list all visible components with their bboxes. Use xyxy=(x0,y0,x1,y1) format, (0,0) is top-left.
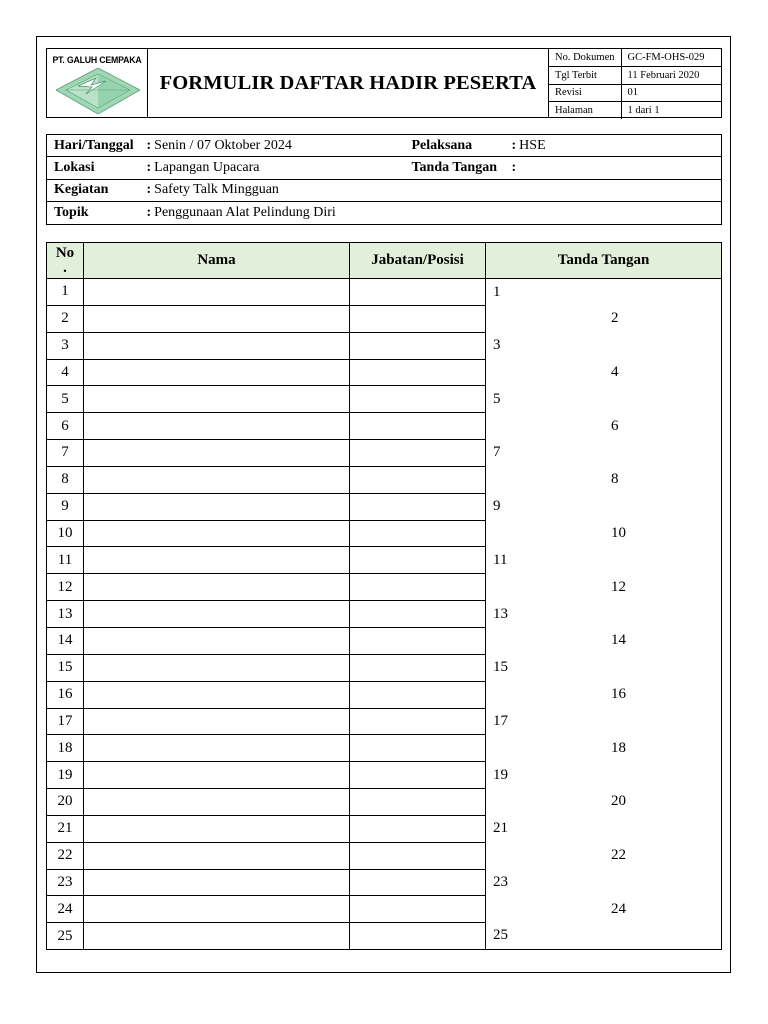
position-cell[interactable] xyxy=(350,520,486,547)
company-name: PT. GALUH CEMPAKA xyxy=(52,55,142,66)
info-value: : Lapangan Upacara xyxy=(147,157,412,179)
position-cell[interactable] xyxy=(350,842,486,869)
position-cell[interactable] xyxy=(350,386,486,413)
position-cell[interactable] xyxy=(350,789,486,816)
attendance-header-row xyxy=(47,243,722,279)
signature-cell[interactable] xyxy=(486,762,722,789)
signature-number: 1 xyxy=(493,283,501,300)
table-row xyxy=(47,493,722,520)
table-row xyxy=(47,547,722,574)
column-header-signature: Tanda Tangan xyxy=(486,243,722,279)
table-row xyxy=(47,815,722,842)
name-cell[interactable] xyxy=(84,869,350,896)
table-row xyxy=(47,654,722,681)
info-label: Topik xyxy=(47,202,147,224)
table-row xyxy=(47,413,722,440)
name-cell[interactable] xyxy=(84,923,350,950)
name-cell[interactable] xyxy=(84,708,350,735)
position-cell[interactable] xyxy=(350,413,486,440)
doc-meta-value: GC-FM-OHS-029 xyxy=(621,49,721,67)
row-number: 16 xyxy=(47,681,84,708)
row-number: 2 xyxy=(47,305,84,332)
row-number: 24 xyxy=(47,896,84,923)
table-row xyxy=(47,869,722,896)
company-logo xyxy=(47,49,148,117)
info-label: Kegiatan xyxy=(47,179,147,201)
name-cell[interactable] xyxy=(84,735,350,762)
table-row xyxy=(47,762,722,789)
signature-cell[interactable] xyxy=(486,305,722,332)
row-number: 8 xyxy=(47,466,84,493)
column-header-name: Nama xyxy=(84,243,350,279)
signature-cell[interactable] xyxy=(486,493,722,520)
name-cell[interactable] xyxy=(84,359,350,386)
doc-meta-value: 11 Februari 2020 xyxy=(621,67,721,85)
name-cell[interactable] xyxy=(84,627,350,654)
row-number: 3 xyxy=(47,332,84,359)
table-row xyxy=(47,466,722,493)
signature-cell[interactable] xyxy=(486,896,722,923)
row-number: 9 xyxy=(47,493,84,520)
position-cell[interactable] xyxy=(350,359,486,386)
position-cell[interactable] xyxy=(350,466,486,493)
position-cell[interactable] xyxy=(350,332,486,359)
info-row-activity xyxy=(47,179,722,201)
name-cell[interactable] xyxy=(84,815,350,842)
row-number: 19 xyxy=(47,762,84,789)
position-cell[interactable] xyxy=(350,681,486,708)
signature-cell[interactable] xyxy=(486,574,722,601)
position-cell[interactable] xyxy=(350,601,486,628)
row-number: 17 xyxy=(47,708,84,735)
signature-number: 16 xyxy=(611,686,626,703)
row-number: 15 xyxy=(47,654,84,681)
row-number: 12 xyxy=(47,574,84,601)
signature-cell[interactable] xyxy=(486,547,722,574)
table-row xyxy=(47,440,722,467)
signature-number: 15 xyxy=(493,659,508,676)
row-number: 18 xyxy=(47,735,84,762)
position-cell[interactable] xyxy=(350,305,486,332)
signature-cell[interactable] xyxy=(486,413,722,440)
signature-cell[interactable] xyxy=(486,681,722,708)
info-label: Tanda Tangan xyxy=(412,157,512,179)
signature-number: 9 xyxy=(493,498,501,515)
position-cell[interactable] xyxy=(350,708,486,735)
signature-number: 22 xyxy=(611,847,626,864)
name-cell[interactable] xyxy=(84,896,350,923)
table-row xyxy=(47,896,722,923)
name-cell[interactable] xyxy=(84,386,350,413)
signature-cell[interactable] xyxy=(486,869,722,896)
attendance-table xyxy=(46,242,722,950)
signature-cell[interactable] xyxy=(486,842,722,869)
signature-number: 23 xyxy=(493,873,508,890)
doc-meta-label: Revisi xyxy=(549,84,621,102)
doc-meta-label: Halaman xyxy=(549,102,621,120)
row-number: 22 xyxy=(47,842,84,869)
table-row xyxy=(47,681,722,708)
table-row xyxy=(47,386,722,413)
form-title: FORMULIR DAFTAR HADIR PESERTA xyxy=(159,71,537,94)
info-row-date xyxy=(47,135,722,157)
signature-number: 19 xyxy=(493,766,508,783)
form-header xyxy=(46,48,722,118)
row-number: 13 xyxy=(47,601,84,628)
position-cell[interactable] xyxy=(350,815,486,842)
position-cell[interactable] xyxy=(350,654,486,681)
name-cell[interactable] xyxy=(84,601,350,628)
table-row xyxy=(47,627,722,654)
name-cell[interactable] xyxy=(84,279,350,306)
doc-meta-row xyxy=(549,84,721,102)
doc-meta-value: 01 xyxy=(621,84,721,102)
info-value: : Penggunaan Alat Pelindung Diri xyxy=(147,202,722,224)
info-value: : Safety Talk Mingguan xyxy=(147,179,722,201)
name-cell[interactable] xyxy=(84,654,350,681)
signature-number: 6 xyxy=(611,417,619,434)
info-label: Pelaksana xyxy=(412,135,512,157)
signature-cell[interactable] xyxy=(486,359,722,386)
position-cell[interactable] xyxy=(350,440,486,467)
signature-cell[interactable] xyxy=(486,601,722,628)
doc-meta-row xyxy=(549,102,721,120)
row-number: 20 xyxy=(47,789,84,816)
signature-number: 20 xyxy=(611,793,626,810)
signature-number: 12 xyxy=(611,578,626,595)
signature-cell[interactable] xyxy=(486,627,722,654)
table-row xyxy=(47,332,722,359)
signature-cell[interactable] xyxy=(486,466,722,493)
signature-number: 13 xyxy=(493,605,508,622)
column-header-no xyxy=(47,243,84,279)
row-number: 6 xyxy=(47,413,84,440)
row-number: 11 xyxy=(47,547,84,574)
signature-number: 4 xyxy=(611,363,619,380)
company-logo-icon xyxy=(56,68,140,114)
info-row-location xyxy=(47,157,722,179)
table-row xyxy=(47,279,722,306)
signature-number: 25 xyxy=(493,927,508,944)
name-cell[interactable] xyxy=(84,520,350,547)
table-row xyxy=(47,359,722,386)
row-number: 25 xyxy=(47,923,84,950)
name-cell[interactable] xyxy=(84,547,350,574)
position-cell[interactable] xyxy=(350,493,486,520)
name-cell[interactable] xyxy=(84,440,350,467)
position-cell[interactable] xyxy=(350,896,486,923)
info-value: : Senin / 07 Oktober 2024 xyxy=(147,135,412,157)
form-title-cell xyxy=(148,49,549,117)
row-number: 4 xyxy=(47,359,84,386)
column-header-no-dot: . xyxy=(63,259,67,276)
table-row xyxy=(47,789,722,816)
signature-cell[interactable] xyxy=(486,440,722,467)
name-cell[interactable] xyxy=(84,681,350,708)
position-cell[interactable] xyxy=(350,574,486,601)
position-cell[interactable] xyxy=(350,279,486,306)
signature-number: 3 xyxy=(493,337,501,354)
position-cell[interactable] xyxy=(350,735,486,762)
event-info-table xyxy=(46,134,722,225)
name-cell[interactable] xyxy=(84,305,350,332)
signature-number: 21 xyxy=(493,820,508,837)
table-row xyxy=(47,305,722,332)
info-label: Hari/Tanggal xyxy=(47,135,147,157)
signature-cell[interactable] xyxy=(486,386,722,413)
position-cell[interactable] xyxy=(350,547,486,574)
table-row xyxy=(47,601,722,628)
signature-cell[interactable] xyxy=(486,279,722,306)
position-cell[interactable] xyxy=(350,762,486,789)
row-number: 23 xyxy=(47,869,84,896)
row-number: 7 xyxy=(47,440,84,467)
row-number: 14 xyxy=(47,627,84,654)
name-cell[interactable] xyxy=(84,413,350,440)
signature-number: 17 xyxy=(493,712,508,729)
info-value: : HSE xyxy=(512,135,722,157)
doc-meta-row xyxy=(549,49,721,67)
signature-number: 2 xyxy=(611,310,619,327)
table-row xyxy=(47,923,722,950)
name-cell[interactable] xyxy=(84,332,350,359)
info-label: Lokasi xyxy=(47,157,147,179)
row-number: 21 xyxy=(47,815,84,842)
table-row xyxy=(47,735,722,762)
table-row xyxy=(47,520,722,547)
row-number: 5 xyxy=(47,386,84,413)
position-cell[interactable] xyxy=(350,627,486,654)
column-header-position: Jabatan/Posisi xyxy=(350,243,486,279)
signature-number: 5 xyxy=(493,390,501,407)
name-cell[interactable] xyxy=(84,842,350,869)
signature-cell[interactable] xyxy=(486,815,722,842)
signature-cell[interactable] xyxy=(486,332,722,359)
name-cell[interactable] xyxy=(84,574,350,601)
signature-cell[interactable] xyxy=(486,708,722,735)
info-row-topic xyxy=(47,202,722,224)
doc-meta-value: 1 dari 1 xyxy=(627,105,660,116)
row-number: 10 xyxy=(47,520,84,547)
signature-field[interactable]: : xyxy=(512,157,722,179)
signature-cell[interactable] xyxy=(486,923,722,950)
signature-cell[interactable] xyxy=(486,735,722,762)
name-cell[interactable] xyxy=(84,789,350,816)
document-meta-table xyxy=(549,49,721,119)
table-row xyxy=(47,708,722,735)
signature-number: 10 xyxy=(611,525,626,542)
signature-cell[interactable] xyxy=(486,520,722,547)
name-cell[interactable] xyxy=(84,762,350,789)
position-cell[interactable] xyxy=(350,923,486,950)
signature-cell[interactable] xyxy=(486,789,722,816)
row-number: 1 xyxy=(47,279,84,306)
name-cell[interactable] xyxy=(84,466,350,493)
signature-number: 7 xyxy=(493,444,501,461)
doc-meta-label: Tgl Terbit xyxy=(549,67,621,85)
signature-cell[interactable] xyxy=(486,654,722,681)
doc-meta-label: No. Dokumen xyxy=(549,49,621,67)
signature-number: 18 xyxy=(611,739,626,756)
column-header-no-text: No xyxy=(55,244,75,261)
doc-meta-row xyxy=(549,67,721,85)
table-row xyxy=(47,842,722,869)
name-cell[interactable] xyxy=(84,493,350,520)
table-row xyxy=(47,574,722,601)
signature-number: 8 xyxy=(611,471,619,488)
position-cell[interactable] xyxy=(350,869,486,896)
signature-number: 14 xyxy=(611,632,626,649)
signature-number: 11 xyxy=(493,551,508,568)
signature-number: 24 xyxy=(611,900,626,917)
